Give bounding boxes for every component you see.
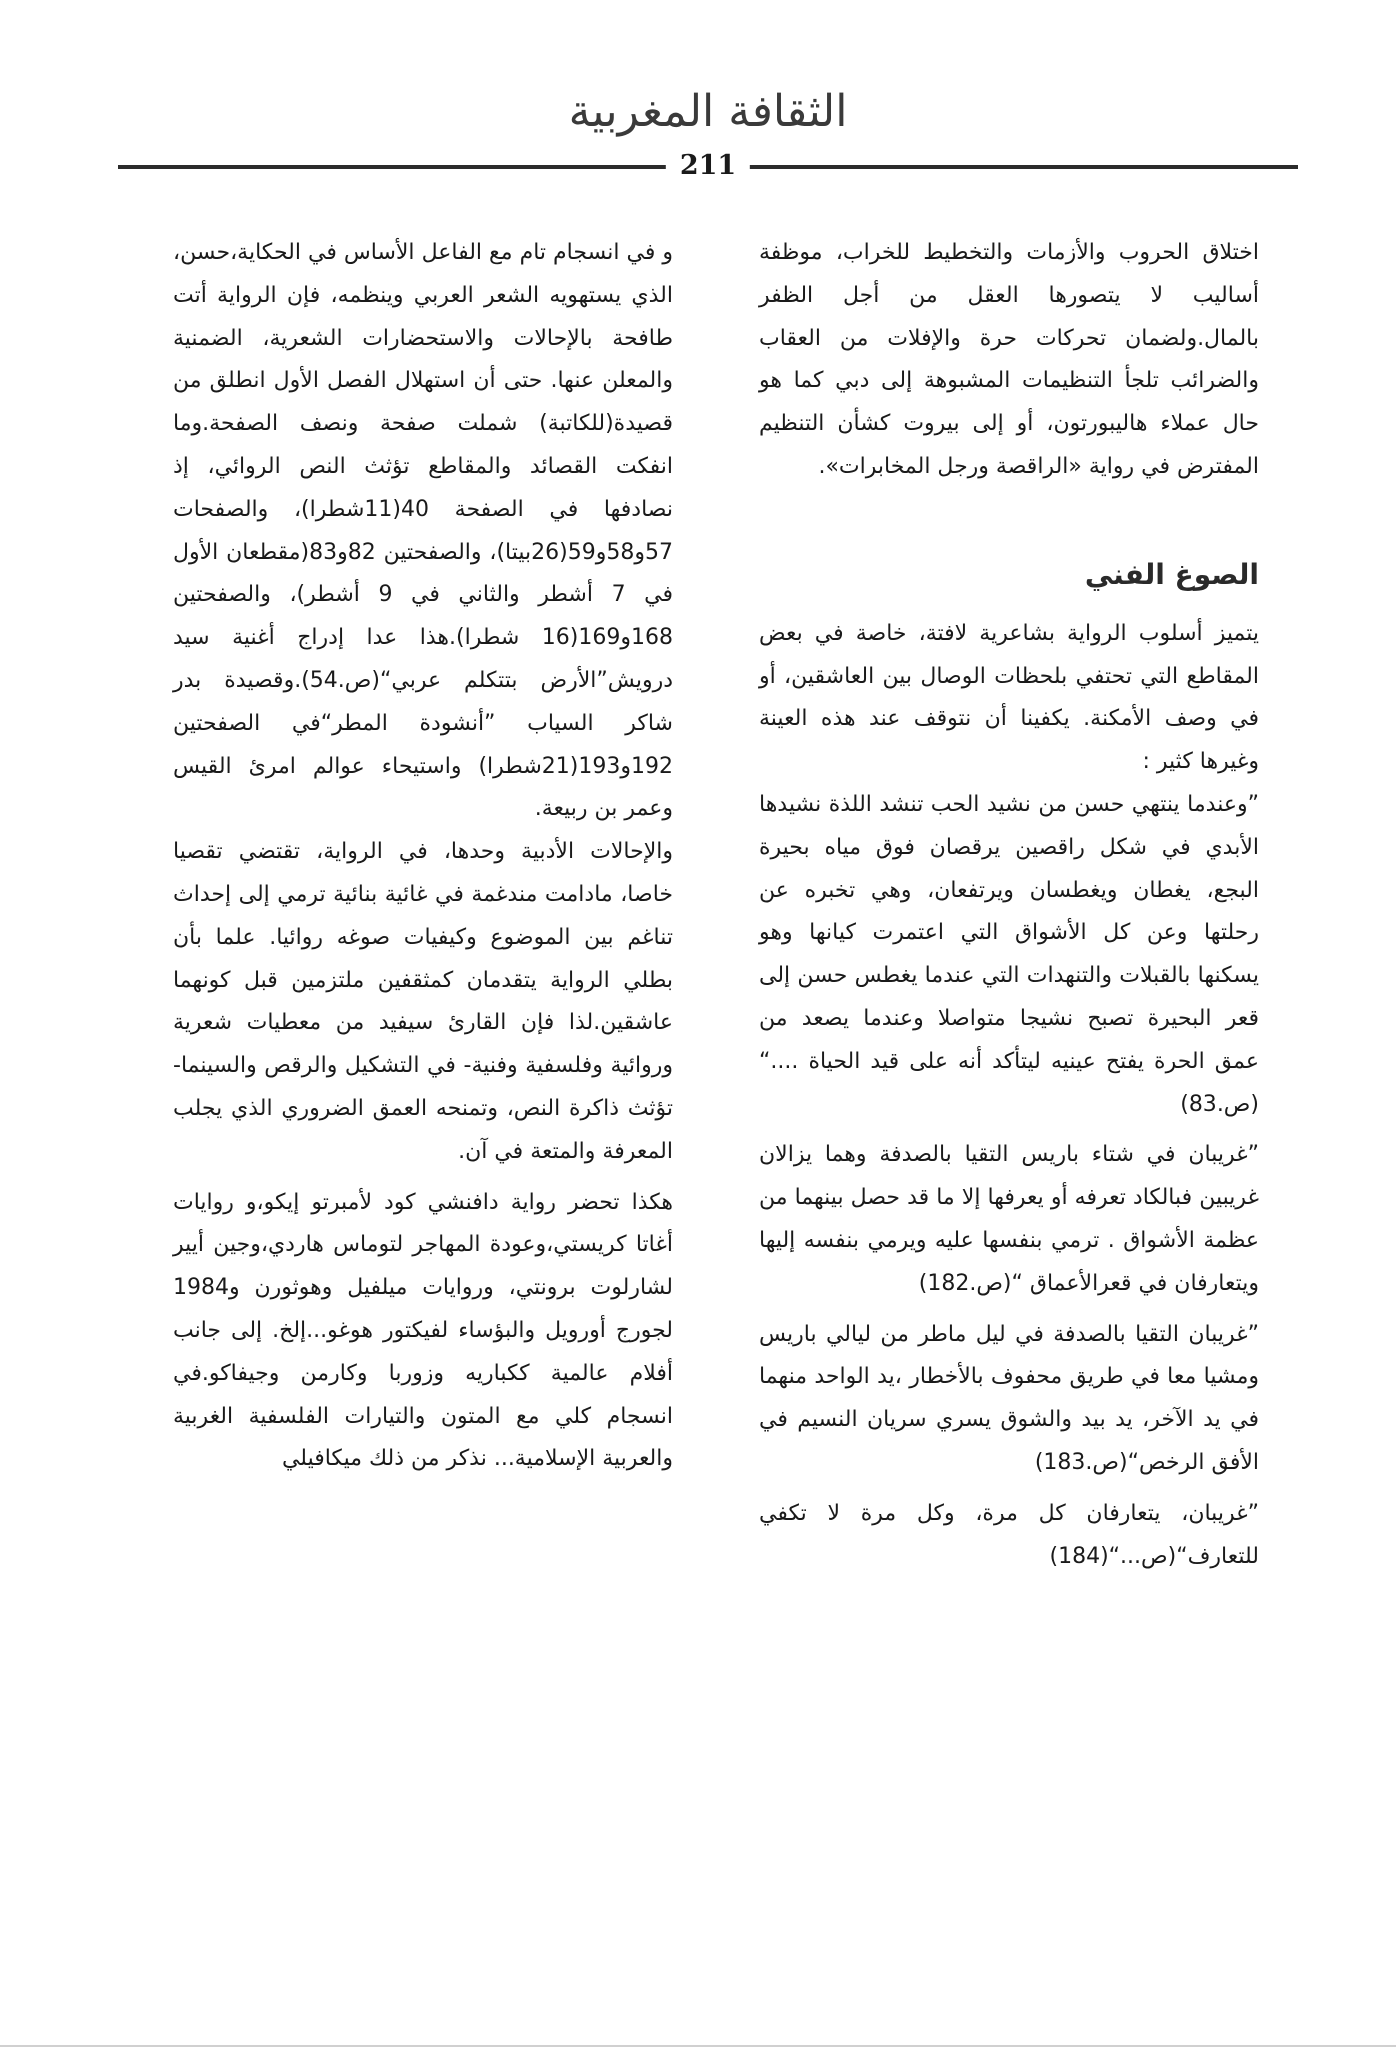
quote: ”وعندما ينتهي حسن من نشيد الحب تنشد اللذة نشيدها الأبدي في شكل راقصين يرقصان فوق مياه بحيرة البجع، يغطان ويغطسان ويرتفعان، وهي تخبره عن رحلتها وعن كل الأشواق التي اعتمرت كيانها وهو يسكنها بالقبلات والتنهدات التي عندما يغطس حسن إلى قعر البحيرة تصبح نشيجا متواصلا وعندما يصعد من عمق الحرة يفتح عينيه ليتأكد أنه على قيد الحياة ....“ (ص.83) <box>759 791 1259 1117</box>
paragraph: و في انسجام تام مع الفاعل الأساس في الحكاية،حسن، الذي يستهويه الشعر العربي وينظمه، فإن الرواية أتت طافحة بالإحالات والاستحضارات الشعرية، الضمنية والمعلن عنها. حتى أن استهلال الفصل الأول انطلق من قصيدة(للكاتبة) شملت صفحة ونصف الصفحة.وما انفكت القصائد والمقاطع تؤثث النص الروائي، إذ نصادفها في الصفحة 40(11شطرا)، والصفحات 57و58و59(26بيتا)، والصفحتين 82و83(مقطعان الأول في 7 أشطر والثاني في 9 أشطر)، والصفحتين 168و169(16 شطرا).هذا عدا إدراج أغنية سيد درويش”الأرض بتتكلم عربي“(ص.54).وقصيدة بدر شاكر السياب ”أنشودة المطر“في الصفحتين 192و193(21شطرا) واستيحاء عوالم امرئ القيس وعمر بن ربيعة. <box>173 240 673 822</box>
section-title: الصوغ الفني <box>1084 557 1259 591</box>
paragraph: اختلاق الحروب والأزمات والتخطيط للخراب، موظفة أساليب لا يتصورها العقل من أجل الظفر بالمال.ولضمان تحركات حرة والإفلات من العقاب والضرائب تلجأ التنظيمات المشبوهة إلى دبي كما هو حال عملاء هاليبورتون، أو إلى بيروت كشأن التنظيم المفترض في رواية «الراقصة ورجل المخابرات». <box>759 240 1259 479</box>
paragraph: والإحالات الأدبية وحدها، في الرواية، تقتضي تقصيا خاصا، مادامت مندغمة في غائية بنائية ترمي إلى إحداث تناغم بين الموضوع وكيفيات صوغه روائيا. علما بأن بطلي الرواية يتقدمان كمثقفين ملتزمين قبل كونهما عاشقين.لذا فإن القارئ سيفيد من معطيات شعرية وروائية وفلسفية وفنية- في التشكيل والرقص والسينما- تؤثث ذاكرة النص، وتمنحه العمق الضروري الذي يجلب المعرفة والمتعة في آن. <box>173 839 673 1164</box>
paragraph: هكذا تحضر رواية دافنشي كود لأمبرتو إيكو،و روايات أغاتا كريستي،وعودة المهاجر لتوماس هاردي،وجين أيير لشارلوت برونتي، وروايات ميلفيل وهوثورن و1984 لجورج أورويل والبؤساء لفيكتور هوغو...إلخ. إلى جانب أفلام عالمية ككباريه وزوربا وكارمن وجيفاكو.في انسجام كلي مع المتون والتيارات الفلسفية الغربية والعربية الإسلامية... نذكر من ذلك ميكافيلي <box>173 1189 673 1472</box>
page-number: 211 <box>666 146 750 186</box>
journal-title: الثقافة المغربية <box>568 86 848 137</box>
footer-rule <box>0 2045 1396 2047</box>
quote: ”غريبان التقيا بالصدفة في ليل ماطر من ليالي باريس ومشيا معا في طريق محفوف بالأخطار ،يد الواحد منهما في يد الآخر، يد بيد والشوق يسري سريان النسيم في الأفق الرخص“(ص.183) <box>759 1321 1259 1475</box>
left-column <box>173 232 673 1481</box>
quote: ”غريبان في شتاء باريس التقيا بالصدفة وهما يزالان غريبين فبالكاد تعرفه أو يعرفها إلا ما قد حصل بينهما من عظمة الأشواق . ترمي بنفسها عليه ويرمي بنفسه إليها ويتعارفان في قعرالأعماق “(ص.182) <box>759 1142 1259 1296</box>
page-header <box>118 82 1298 182</box>
quote: ”غريبان، يتعارفان كل مرة، وكل مرة لا تكفي للتعارف“(ص...“(184) <box>759 1500 1259 1569</box>
paragraph: يتميز أسلوب الرواية بشاعرية لافتة، خاصة في بعض المقاطع التي تحتفي بلحظات الوصال بين العاشقين، أو في وصف الأمكنة. يكفينا أن نتوقف عند هذه العينة وغيرها كثير : <box>759 620 1259 775</box>
right-column <box>759 232 1259 1578</box>
